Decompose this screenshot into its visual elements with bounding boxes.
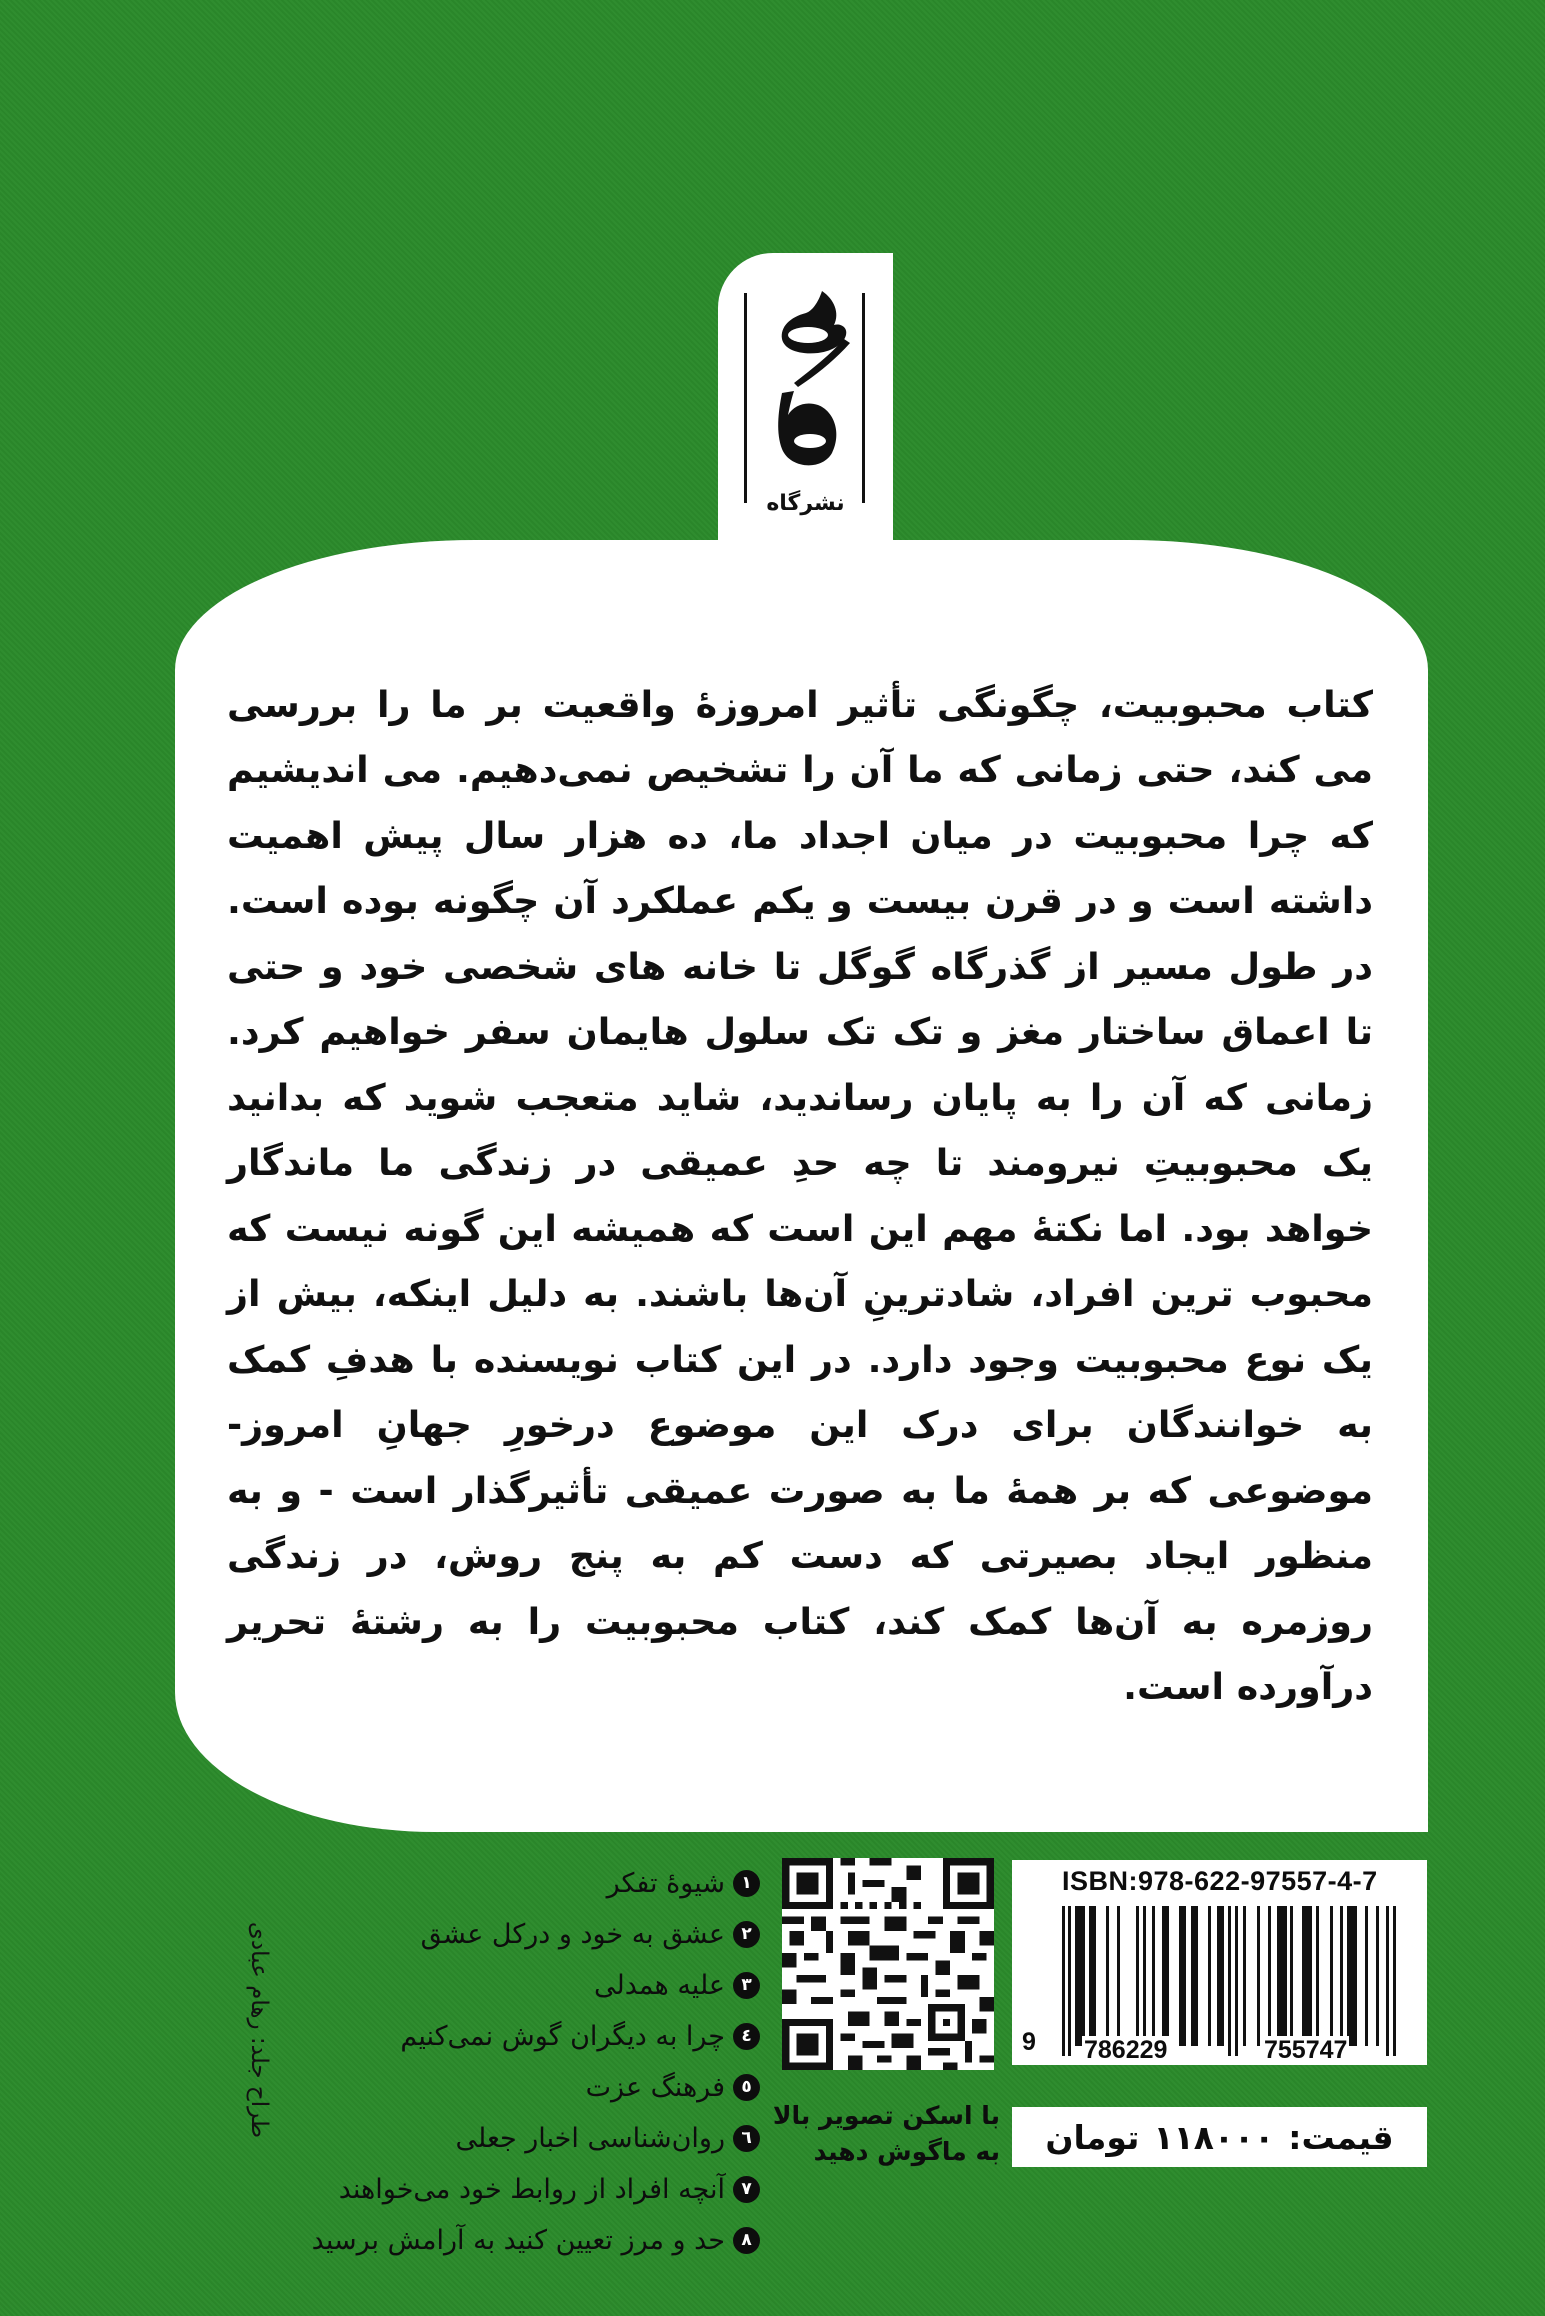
chapter-number-badge: ٨ xyxy=(733,2227,760,2254)
chapter-number-badge: ٧ xyxy=(733,2176,760,2203)
chapter-item xyxy=(200,2113,760,2164)
barcode-right-digits: 755747 xyxy=(1264,2036,1348,2064)
logo-left-rule xyxy=(744,293,747,503)
chapter-list xyxy=(200,1858,760,2266)
chapter-title: فرهنگ عزت xyxy=(585,2072,725,2103)
chapter-item xyxy=(200,2164,760,2215)
qr-code-icon[interactable] xyxy=(782,1858,994,2070)
chapter-item xyxy=(200,2011,760,2062)
barcode-left-digits: 786229 xyxy=(1084,2036,1168,2064)
chapter-title: حد و مرز تعیین کنید به آرامش برسید xyxy=(311,2225,725,2256)
chapter-number-badge: ٥ xyxy=(733,2074,760,2101)
isbn-barcode-box xyxy=(1012,1860,1427,2065)
barcode-lead-digit: 9 xyxy=(1022,2028,1036,2056)
calligraphic-ha-logo-icon xyxy=(760,283,860,483)
price-box xyxy=(1012,2107,1427,2167)
description-panel xyxy=(175,540,1428,1832)
chapter-item xyxy=(200,2062,760,2113)
logo-right-rule xyxy=(862,293,865,503)
chapter-number-badge: ١ xyxy=(733,1870,760,1897)
chapter-title: روان‌شناسی اخبار جعلی xyxy=(455,2123,725,2154)
barcode-icon xyxy=(1050,1906,1410,2056)
chapter-title: آنچه افراد از روابط خود می‌خواهند xyxy=(338,2174,725,2205)
chapter-title: چرا به دیگران گوش نمی‌کنیم xyxy=(400,2021,725,2052)
qr-caption xyxy=(760,2098,1000,2170)
chapter-item xyxy=(200,1960,760,2011)
chapter-number-badge: ٦ xyxy=(733,2125,760,2152)
publisher-logo-tab xyxy=(718,253,893,543)
qr-caption-line-2: به ماگوش دهید xyxy=(813,2137,1000,2166)
book-description-text: کتاب محبوبیت، چگونگی تأثیر امروزهٔ واقعیت بر ما را بررسی می کند، حتی زمانی که ما آن را تشخیص نمی‌دهیم. می اندیشیم که چرا محبوبیت در میان اجداد ما، ده هزار سال پیش اهمیت داشته است و در قرن بیست و یکم عملکرد آن چگونه بوده است. در طول مسیر از گذرگاه گوگل تا خانه های شخصی خود و حتی تا اعماق ساختار مغز و تک تک سلول هایمان سفر خواهیم کرد. زمانی که آن را به پایان رساندید، شاید متعجب شوید که بدانید یک محبوبیتِ نیرومند تا چه حدِ عمیقی در زندگی ما ماندگار خواهد بود. اما نکتهٔ مهم این است که همیشه این گونه نیست که محبوب ترین افراد، شادترینِ آن‌ها باشند. به دلیل اینکه، بیش از یک نوع محبوبیت وجود دارد. در این کتاب نویسنده با هدفِ کمک به خوانندگان برای درک این موضوع درخورِ جهانِ امروز- موضوعی که بر همهٔ ما به صورت عمیقی تأثیرگذار است - و به منظور ایجاد بصیرتی که دست کم به پنج روش، در زندگی روزمره به آن‌ها کمک کند، کتاب محبوبیت را به رشتهٔ تحریر درآورده است. xyxy=(227,682,1373,1708)
price-label: قیمت: xyxy=(1288,2117,1394,2157)
chapter-item xyxy=(200,1858,760,1909)
price-currency: تومان xyxy=(1045,2117,1140,2157)
price-amount: ١١٨٠٠٠ xyxy=(1153,2117,1275,2157)
chapter-title: عشق به خود و درکل عشق xyxy=(420,1919,725,1950)
chapter-title: شیوهٔ تفکر xyxy=(606,1868,725,1899)
cover-designer-credit: طراح جلد: رهام عبادی xyxy=(246,1921,272,2139)
isbn-number: ISBN:978-622-97557-4-7 xyxy=(1062,1866,1378,1896)
chapter-item xyxy=(200,1909,760,1960)
publisher-name: نشرگاه xyxy=(766,491,845,516)
chapter-item xyxy=(200,2215,760,2266)
chapter-number-badge: ٣ xyxy=(733,1972,760,1999)
chapter-title: علیه همدلی xyxy=(593,1970,725,2001)
qr-caption-line-1: با اسکن تصویر بالا xyxy=(772,2101,1000,2130)
chapter-number-badge: ٢ xyxy=(733,1921,760,1948)
chapter-number-badge: ٤ xyxy=(733,2023,760,2050)
